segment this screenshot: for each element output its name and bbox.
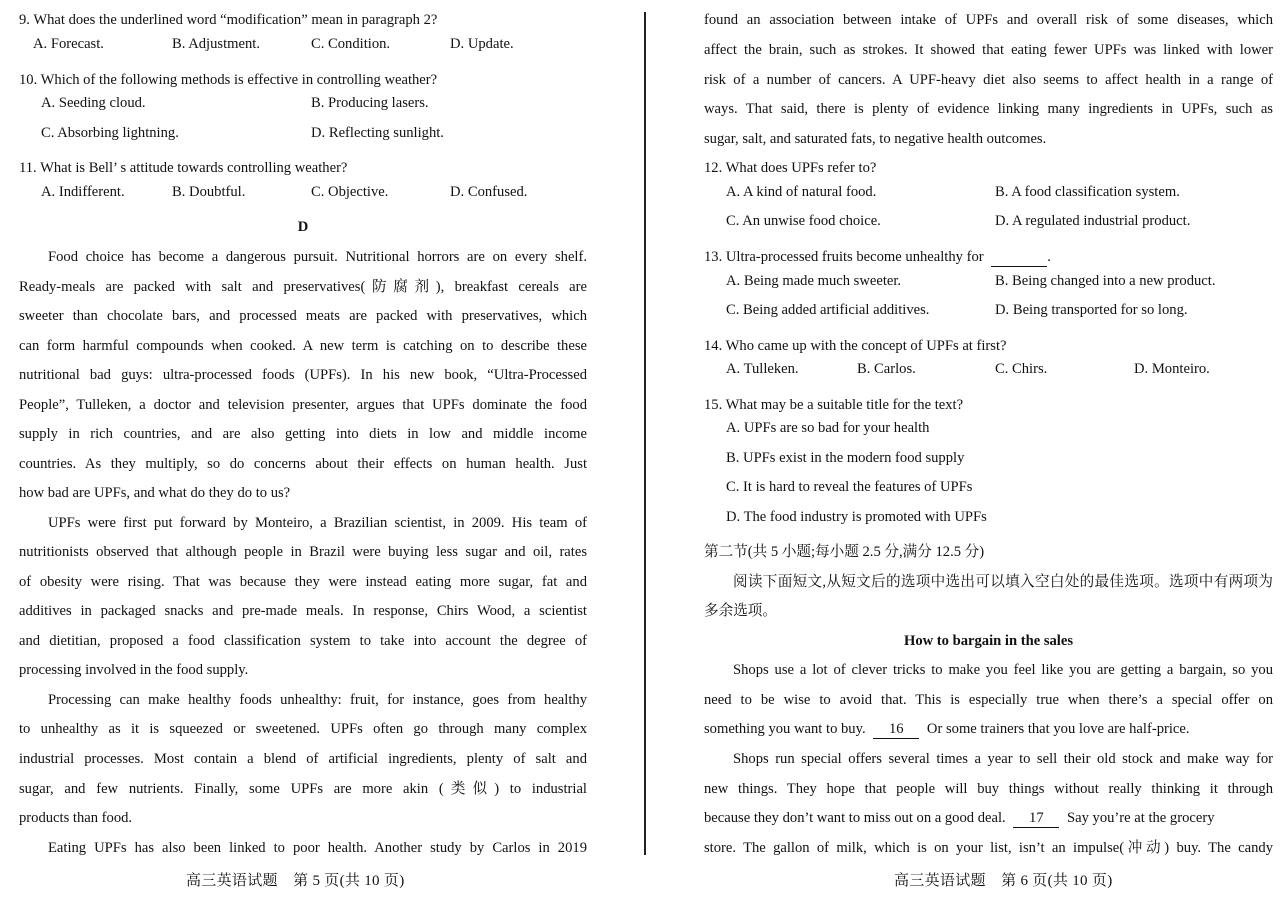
q9-option-a: A. Forecast. [33, 36, 104, 52]
question-10-stem: 10. Which of the following methods is effective in controlling weather? [19, 72, 438, 88]
q9-option-d: D. Update. [450, 36, 514, 52]
question-14-stem: 14. Who came up with the concept of UPFs at first? [704, 338, 1007, 354]
q11-option-a: A. Indifferent. [41, 184, 125, 200]
passage-2-text: Or some trainers that you love are half-price. [926, 721, 1190, 737]
q13-option-a: A. Being made much sweeter. [726, 273, 902, 289]
passage-2-text: because they don’t want to miss out on a good deal. [704, 810, 1006, 826]
passage-d-line: nutritional bad guys: ultra-processed foods (UPFs). In his new book, “Ultra-Processed [19, 367, 587, 383]
q13-answer-blank [991, 248, 1047, 267]
question-15-stem: 15. What may be a suitable title for the text? [704, 397, 964, 413]
passage-d-line: nutritionists observed that although people in Brazil were buying less sugar and oil, rates [19, 544, 587, 560]
q9-option-b: B. Adjustment. [172, 36, 260, 52]
passage-d-line: and dietitian, proposed a food classification system to take into account the degree of [19, 633, 587, 649]
passage-d-line: Eating UPFs has also been linked to poor health. Another study by Carlos in 2019 [48, 840, 587, 856]
question-13-stem [704, 243, 1273, 273]
section-label-d: D [297, 219, 309, 235]
passage-d-line: processing involved in the food supply. [19, 662, 249, 678]
passage-d-line: supply in rich countries, and are also getting into diets in low and middle income [19, 426, 587, 442]
passage-2-text: Say you’re at the grocery [1067, 810, 1215, 826]
q13-option-d: D. Being transported for so long. [995, 302, 1188, 318]
passage-d-line: Ready-meals are packed with salt and preservatives(防腐剂), breakfast cereals are [19, 279, 587, 295]
passage-2-line: new things. They hope that people will buy things without really thinking it through [704, 781, 1273, 797]
passage-d-line: products than food. [19, 810, 133, 826]
passage-d-continued-line: affect the brain, such as strokes. It showed that eating fewer UPFs was linked with lower [704, 42, 1273, 58]
q10-option-c: C. Absorbing lightning. [41, 125, 179, 141]
passage-d-line: can form harmful compounds when cooked. A new term is catching on to describe these [19, 338, 587, 354]
passage-d-line: countries. As they multiply, so do concerns about their effects on human health. Just [19, 456, 587, 472]
q12-option-a: A. A kind of natural food. [726, 184, 877, 200]
q14-option-a: A. Tulleken. [726, 361, 799, 377]
q13-option-c: C. Being added artificial additives. [726, 302, 930, 318]
passage-d-line: Food choice has become a dangerous pursuit. Nutritional horrors are on every shelf. [48, 249, 587, 265]
q10-option-b: B. Producing lasers. [311, 95, 429, 111]
q13-option-b: B. Being changed into a new product. [995, 273, 1216, 289]
question-12-stem: 12. What does UPFs refer to? [704, 160, 877, 176]
q11-option-c: C. Objective. [311, 184, 389, 200]
passage-d-continued-line: risk of a number of cancers. A UPF-heavy diet also seems to affect health in a range of [704, 72, 1273, 88]
passage-2-text: something you want to buy. [704, 721, 866, 737]
q12-option-b: B. A food classification system. [995, 184, 1180, 200]
passage-d-line: to unhealthy as it is squeezed or sweetened. UPFs often go through many complex [19, 721, 587, 737]
question-9-stem: 9. What does the underlined word “modification” mean in paragraph 2? [19, 12, 438, 28]
q11-option-d: D. Confused. [450, 184, 528, 200]
passage-d-continued-line: sugar, salt, and saturated fats, to negative health outcomes. [704, 131, 1047, 147]
question-11-stem: 11. What is Bell’ s attitude towards controlling weather? [19, 160, 348, 176]
passage-d-line: additives in packaged snacks and pre-made meals. In response, Chirs Wood, a scientist [19, 603, 587, 619]
instructions-line: 多余选项。 [704, 603, 777, 619]
passage-2-line: Shops run special offers several times a year to sell their old stock and make way for [733, 751, 1273, 767]
passage-d-line: industrial processes. Most contain a blend of artificial ingredients, plenty of salt and [19, 751, 587, 767]
q11-option-b: B. Doubtful. [172, 184, 246, 200]
q15-option-b: B. UPFs exist in the modern food supply [726, 450, 965, 466]
passage-d-line: sweeter than chocolate bars, and processed meats are packed with preservatives, which [19, 308, 587, 324]
q13-stem-end: . [1047, 249, 1051, 265]
column-divider [644, 12, 646, 855]
q14-option-c: C. Chirs. [995, 361, 1048, 377]
passage-2-line: Shops use a lot of clever tricks to make you feel like you are getting a bargain, so you [733, 662, 1273, 678]
passage-d-line: UPFs were first put forward by Monteiro, a Brazilian scientist, in 2009. His team of [48, 515, 587, 531]
q10-option-a: A. Seeding cloud. [41, 95, 146, 111]
right-page [650, 0, 1285, 900]
section-2-header: 第二节(共 5 小题;每小题 2.5 分,满分 12.5 分) [704, 544, 985, 560]
passage-d-line: Processing can make healthy foods unhealthy: fruit, for instance, goes from healthy [48, 692, 587, 708]
instructions-line: 阅读下面短文,从短文后的选项中选出可以填入空白处的最佳选项。选项中有两项为 [733, 574, 1273, 590]
page-footer-6: 高三英语试题 第 6 页(共 10 页) [894, 873, 1113, 889]
passage-2-line: store. The gallon of milk, which is on your list, isn’t an impulse(冲动) buy. The candy [704, 840, 1273, 856]
q15-option-c: C. It is hard to reveal the features of UPFs [726, 479, 973, 495]
q9-option-c: C. Condition. [311, 36, 391, 52]
passage-2-line [704, 804, 1273, 834]
q15-option-d: D. The food industry is promoted with UPFs [726, 509, 987, 525]
q12-option-d: D. A regulated industrial product. [995, 213, 1191, 229]
q14-option-d: D. Monteiro. [1134, 361, 1210, 377]
blank-17: 17 [1013, 809, 1059, 828]
blank-16: 16 [873, 720, 919, 739]
page-footer-5: 高三英语试题 第 5 页(共 10 页) [186, 873, 405, 889]
q15-option-a: A. UPFs are so bad for your health [726, 420, 930, 436]
passage-2-title: How to bargain in the sales [903, 633, 1074, 649]
passage-d-line: of obesity were rising. That was because they were instead eating more sugar, fat and [19, 574, 587, 590]
q10-option-d: D. Reflecting sunlight. [311, 125, 444, 141]
passage-d-line: People”, Tulleken, a doctor and television presenter, argues that UPFs dominate the food [19, 397, 587, 413]
passage-d-line: sugar, and few nutrients. Finally, some UPFs are more akin (类似) to industrial [19, 781, 587, 797]
passage-d-continued-line: ways. That said, there is plenty of evidence linking many ingredients in UPFs, such as [704, 101, 1273, 117]
passage-d-continued-line: found an association between intake of UPFs and overall risk of some diseases, which [704, 12, 1273, 28]
q13-stem-text: 13. Ultra-processed fruits become unhealthy for [704, 249, 984, 265]
passage-2-line [704, 715, 1273, 745]
q12-option-c: C. An unwise food choice. [726, 213, 881, 229]
q14-option-b: B. Carlos. [857, 361, 916, 377]
passage-2-line: need to be wise to avoid that. This is especially true when there’s a special offer on [704, 692, 1273, 708]
passage-d-line: how bad are UPFs, and what do they do to us? [19, 485, 291, 501]
